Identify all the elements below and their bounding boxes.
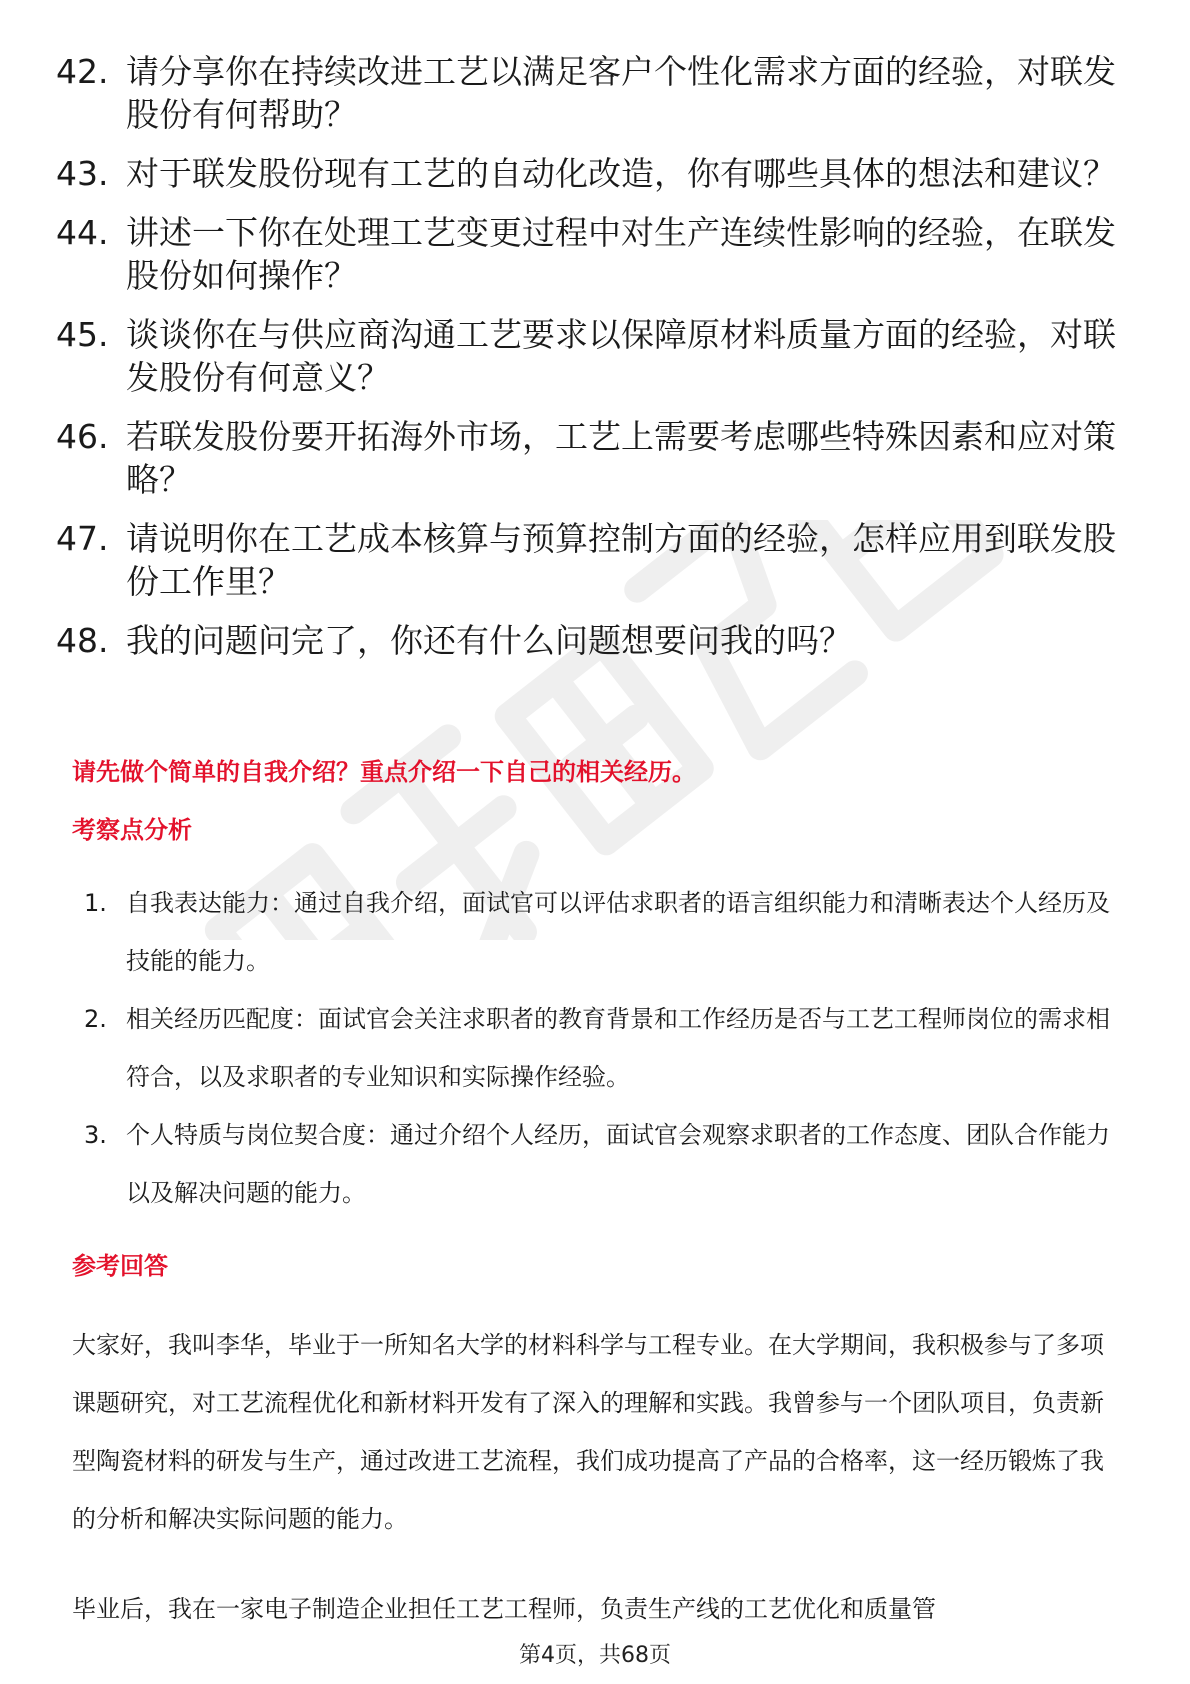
analysis-heading: 考察点分析	[72, 816, 192, 844]
list-item	[56, 50, 1136, 136]
list-item	[56, 313, 1136, 399]
question-number: 47.	[56, 519, 109, 558]
question-text: 若联发股份要开拓海外市场，工艺上需要考虑哪些特殊因素和应对策略？	[126, 417, 1116, 499]
reference-answer	[72, 1316, 1122, 1638]
question-text: 对于联发股份现有工艺的自动化改造，你有哪些具体的想法和建议？	[126, 154, 1116, 193]
list-item	[56, 211, 1136, 297]
analysis-number: 1.	[84, 889, 107, 917]
answer-paragraph: 毕业后，我在一家电子制造企业担任工艺工程师，负责生产线的工艺优化和质量管	[72, 1595, 936, 1623]
analysis-list	[84, 874, 1124, 1222]
analysis-text: 个人特质与岗位契合度：通过介绍个人经历，面试官会观察求职者的工作态度、团队合作能力以及解决问题的能力。	[126, 1121, 1110, 1207]
analysis-number: 2.	[84, 1005, 107, 1033]
list-item	[56, 517, 1136, 603]
question-number: 42.	[56, 52, 109, 91]
question-number: 48.	[56, 621, 109, 660]
list-item	[84, 874, 1124, 990]
question-number: 43.	[56, 154, 109, 193]
question-text: 讲述一下你在处理工艺变更过程中对生产连续性影响的经验，在联发股份如何操作？	[126, 213, 1116, 295]
analysis-number: 3.	[84, 1121, 107, 1149]
question-number: 45.	[56, 315, 109, 354]
question-list	[56, 50, 1136, 678]
reference-heading: 参考回答	[72, 1252, 168, 1280]
list-item	[56, 152, 1136, 195]
list-item	[56, 415, 1136, 501]
list-item	[84, 990, 1124, 1106]
list-item	[84, 1106, 1124, 1222]
section-title: 请先做个简单的自我介绍？重点介绍一下自己的相关经历。	[72, 758, 696, 786]
question-text: 谈谈你在与供应商沟通工艺要求以保障原材料质量方面的经验，对联发股份有何意义？	[126, 315, 1116, 397]
answer-paragraph: 大家好，我叫李华，毕业于一所知名大学的材料科学与工程专业。在大学期间，我积极参与了多项课题研究，对工艺流程优化和新材料开发有了深入的理解和实践。我曾参与一个团队项目，负责新型陶瓷材料的研发与生产，通过改进工艺流程，我们成功提高了产品的合格率，这一经历锻炼了我的分析和解决实际问题的能力。	[72, 1331, 1104, 1533]
page-number: 第4页，共68页	[519, 1643, 671, 1668]
question-text: 请说明你在工艺成本核算与预算控制方面的经验，怎样应用到联发股份工作里？	[126, 519, 1116, 601]
question-number: 44.	[56, 213, 109, 252]
analysis-text: 自我表达能力：通过自我介绍，面试官可以评估求职者的语言组织能力和清晰表达个人经历及技能的能力。	[126, 889, 1110, 975]
question-number: 46.	[56, 417, 109, 456]
analysis-text: 相关经历匹配度：面试官会关注求职者的教育背景和工作经历是否与工艺工程师岗位的需求相符合，以及求职者的专业知识和实际操作经验。	[126, 1005, 1110, 1091]
question-text: 我的问题问完了，你还有什么问题想要问我的吗？	[126, 621, 852, 660]
list-item	[56, 619, 1136, 662]
question-text: 请分享你在持续改进工艺以满足客户个性化需求方面的经验，对联发股份有何帮助？	[126, 52, 1116, 134]
